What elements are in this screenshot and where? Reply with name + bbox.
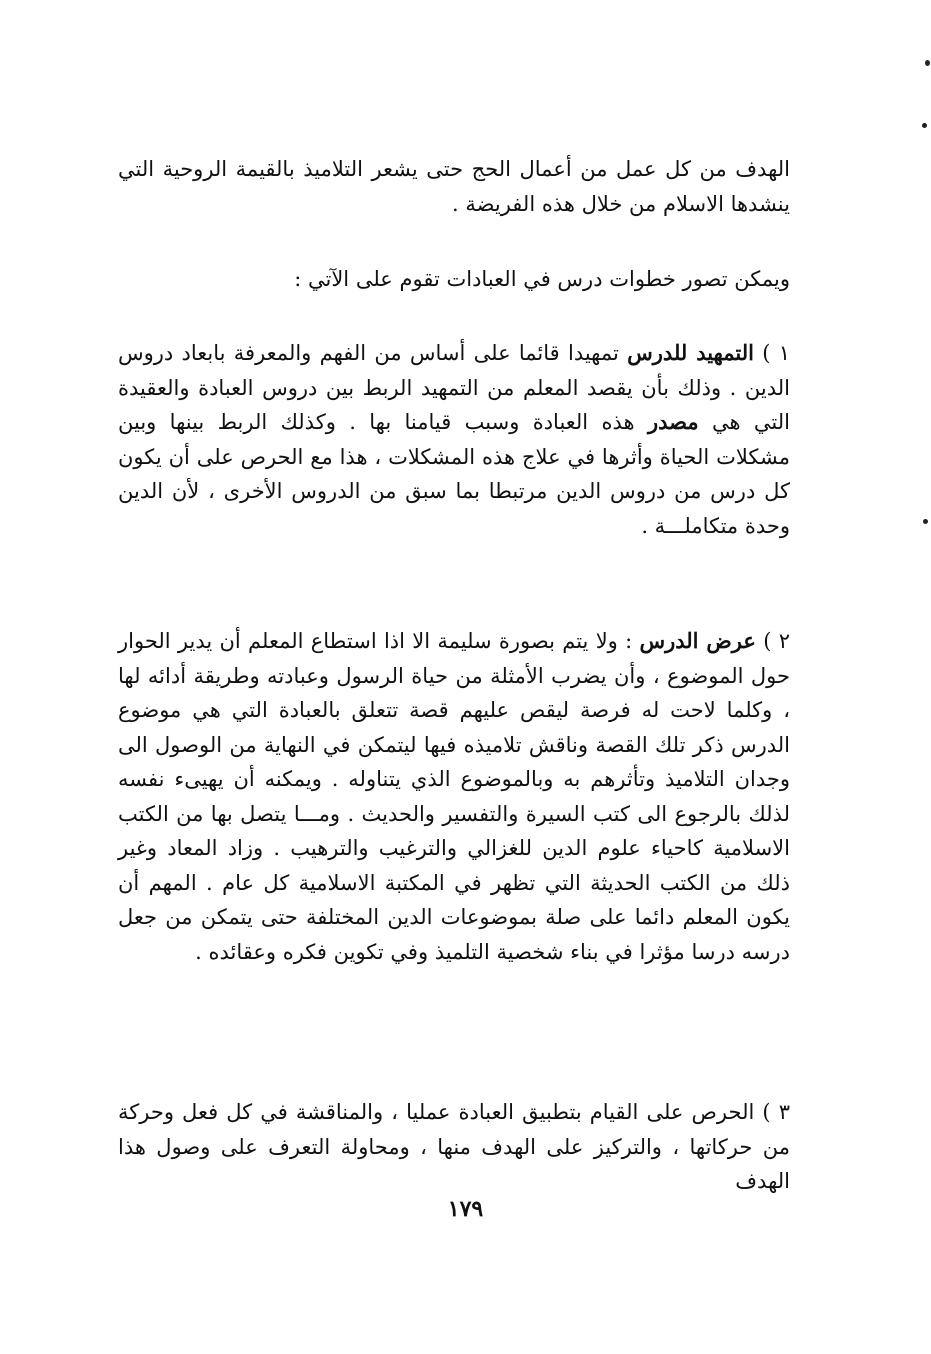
margin-mark (925, 60, 930, 66)
lead-paragraph: ويمكن تصور خطوات درس في العبادات تقوم على الآتي : (294, 267, 790, 291)
step-1-number: ١ ) (762, 341, 790, 365)
step-1-term: مصدر (647, 409, 699, 434)
step-1-paragraph (118, 336, 790, 543)
page-number: ١٧٩ (447, 1196, 484, 1222)
margin-mark (923, 519, 928, 524)
margin-mark (922, 123, 927, 128)
step-2-heading: عرض الدرس (639, 628, 756, 653)
step-3-paragraph (118, 1095, 790, 1199)
step-1-body: تمهيدا قائما على أساس من الفهم والمعرفة بابعاد دروس الدين . وذلك بأن يقصد المعلم من التمهيد الربط بين دروس العبادة والعقيدة التي هي (118, 341, 790, 434)
step-3-number: ٣ ) (762, 1100, 790, 1124)
step-1-heading: التمهيد للدرس (627, 340, 754, 365)
step-2-body: : ولا يتم بصورة سليمة الا اذا استطاع المعلم أن يدير الحوار حول الموضوع ، وأن يضرب الأمثلة من حياة الرسول وعبادته وطريقة أدائه لها ، وكلما لاحت له فرصة ليقص عليهم قصة تتعلق بالعبادة التي هي موضوع الدرس ذكر تلك القصة وناقش تلاميذه فيها ليتمكن في النهاية من الوصول الى وجدان التلاميذ وتأثرهم به وبالموضوع الذي يتناوله . ويمكنه أن يهيىء نفسه لذلك بالرجوع الى كتب السيرة والتفسير والحديث . ومـــا يتصل بها من الكتب الاسلامية كاحياء علوم الدين للغزالي والترغيب والترهيب . وزاد المعاد وغير ذلك من الكتب الحديثة التي تظهر في المكتبة الاسلامية كل عام . المهم أن يكون المعلم دائما على صلة بموضوعات الدين المختلفة حتى يتمكن من جعل درسه درسا مؤثرا في بناء شخصية التلميذ وفي تكوين فكره وعقائده . (118, 629, 790, 964)
intro-paragraph: الهدف من كل عمل من أعمال الحج حتى يشعر التلاميذ بالقيمة الروحية التي ينشدها الاسلام من خلال هذه الفريضة . (118, 157, 790, 216)
step-2-paragraph (118, 624, 790, 969)
step-2-number: ٢ ) (763, 629, 790, 653)
step-3-body: الحرص على القيام بتطبيق العبادة عمليا ، والمناقشة في كل فعل وحركة من حركاتها ، والتركيز على الهدف منها ، ومحاولة التعرف على وصول هذا الهدف (118, 1100, 790, 1193)
step-1-body-rest: هذه العبادة وسبب قيامنا بها . وكذلك الربط بينها وبين مشكلات الحياة وأثرها في علاج هذه المشكلات ، هذا مع الحرص على أن يكون كل درس من دروس الدين مرتبطا بما سبق من الدروس الأخرى ، لأن الدين وحدة متكاملـــة . (118, 410, 790, 538)
